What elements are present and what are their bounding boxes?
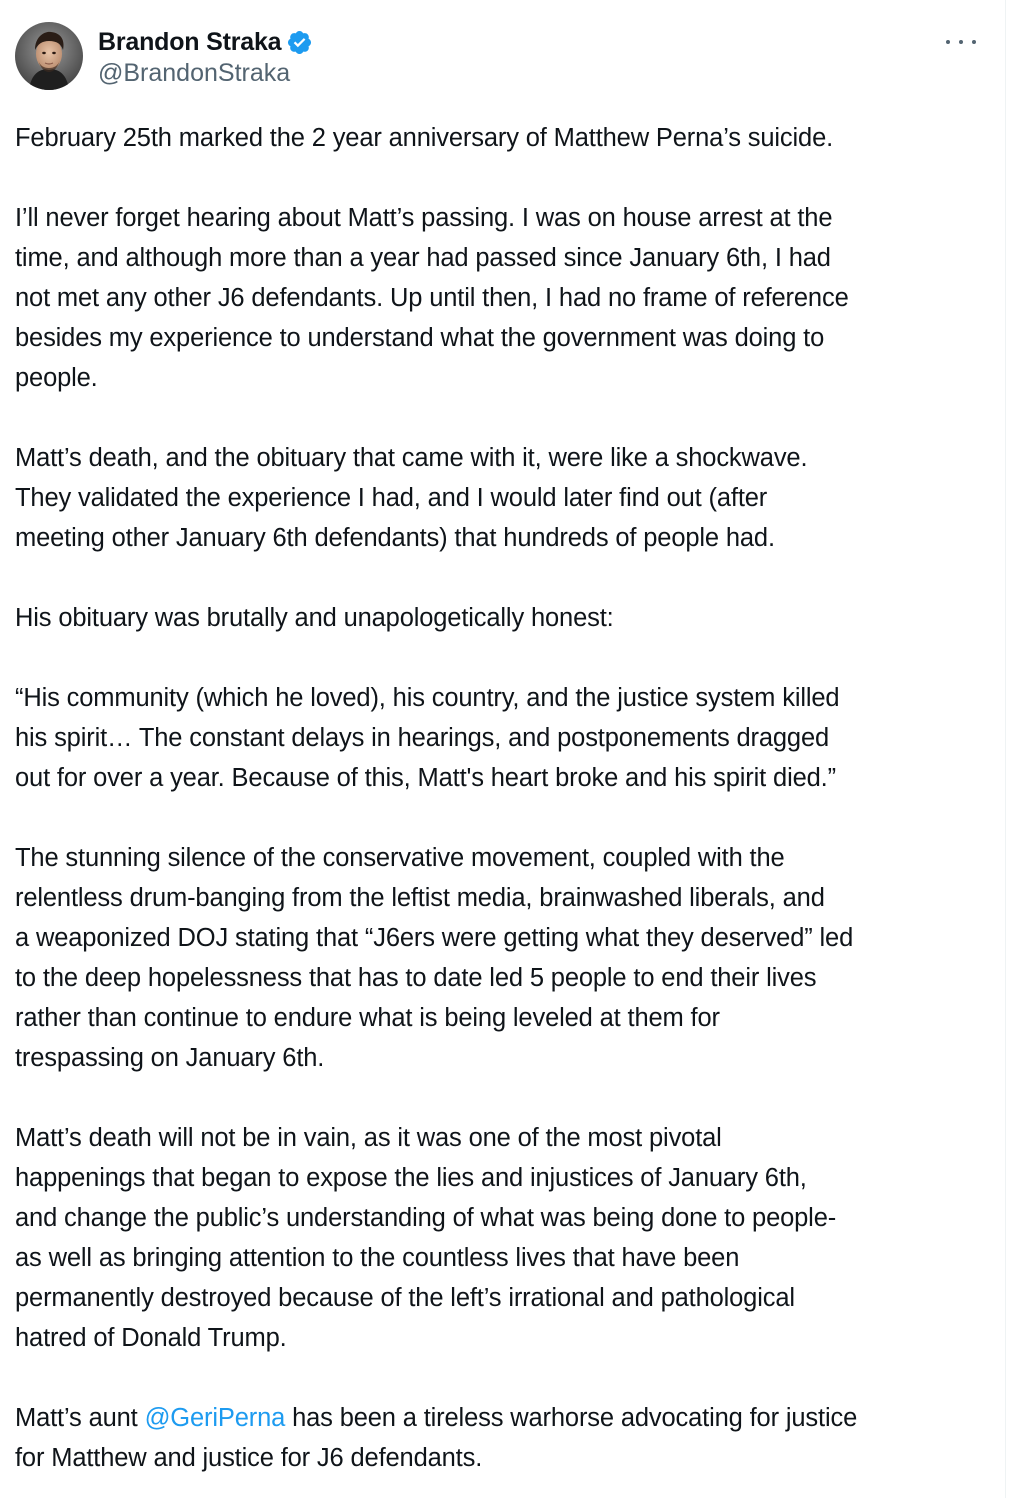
tweet-paragraph xyxy=(15,198,990,398)
tweet-line: people. xyxy=(15,364,98,392)
avatar[interactable] xyxy=(15,22,83,90)
more-dot xyxy=(972,40,976,44)
tweet-line: his spirit… The constant delays in hearings, and postponements dragged xyxy=(15,724,830,752)
author-display-name[interactable]: Brandon Straka xyxy=(98,27,282,56)
tweet-line: trespassing on January 6th. xyxy=(15,1044,325,1072)
tweet-text-segment: has been a tireless warhorse advocating for justice xyxy=(285,1404,858,1432)
tweet-line: They validated the experience I had, and I would later find out (after xyxy=(15,484,768,512)
tweet-paragraph xyxy=(15,678,990,798)
tweet-line: rather than continue to endure what is being leveled at them for xyxy=(15,1004,720,1032)
mention-link[interactable]: @GeriPerna xyxy=(144,1404,286,1432)
tweet-line: His obituary was brutally and unapologetically honest: xyxy=(15,604,614,632)
avatar-image xyxy=(15,22,83,90)
tweet-line: out for over a year. Because of this, Matt's heart broke and his spirit died.” xyxy=(15,764,836,792)
tweet-line: meeting other January 6th defendants) that hundreds of people had. xyxy=(15,524,775,552)
tweet-paragraph xyxy=(15,838,990,1078)
name-row xyxy=(98,26,313,58)
tweet-paragraph xyxy=(15,1398,990,1478)
tweet[interactable] xyxy=(15,22,990,1478)
tweet-line: besides my experience to understand what the government was doing to xyxy=(15,324,825,352)
tweet-line: not met any other J6 defendants. Up until then, I had no frame of reference xyxy=(15,284,849,312)
tweet-line: to the deep hopelessness that has to date led 5 people to end their lives xyxy=(15,964,817,992)
tweet-paragraph xyxy=(15,118,990,158)
tweet-line: permanently destroyed because of the left’s irrational and pathological xyxy=(15,1284,795,1312)
tweet-line: I’ll never forget hearing about Matt’s passing. I was on house arrest at the xyxy=(15,204,833,232)
verified-badge-icon[interactable] xyxy=(286,29,313,56)
tweet-paragraph xyxy=(15,1118,990,1358)
tweet-line: for Matthew and justice for J6 defendants. xyxy=(15,1444,483,1472)
tweet-line: The stunning silence of the conservative movement, coupled with the xyxy=(15,844,785,872)
tweet-text-segment: Matt’s aunt xyxy=(15,1404,145,1432)
tweet-paragraph xyxy=(15,438,990,558)
tweet-line: Matt’s death, and the obituary that came with it, were like a shockwave. xyxy=(15,444,808,472)
tweet-line: as well as bringing attention to the countless lives that have been xyxy=(15,1244,740,1272)
tweet-line: February 25th marked the 2 year anniversary of Matthew Perna’s suicide. xyxy=(15,124,834,152)
tweet-header xyxy=(15,22,990,94)
author-names xyxy=(98,26,313,88)
more-dots-icon[interactable] xyxy=(946,32,976,52)
tweet-text xyxy=(15,118,990,1478)
tweet-line: a weaponized DOJ stating that “J6ers were getting what they deserved” led xyxy=(15,924,854,952)
tweet-line: “His community (which he loved), his country, and the justice system killed xyxy=(15,684,840,712)
tweet-line: relentless drum-banging from the leftist media, brainwashed liberals, and xyxy=(15,884,825,912)
tweet-line: hatred of Donald Trump. xyxy=(15,1324,287,1352)
more-dot xyxy=(959,40,963,44)
tweet-line: and change the public’s understanding of what was being done to people- xyxy=(15,1204,837,1232)
tweet-line: happenings that began to expose the lies and injustices of January 6th, xyxy=(15,1164,807,1192)
tweet-line: Matt’s death will not be in vain, as it was one of the most pivotal xyxy=(15,1124,722,1152)
tweet-paragraph xyxy=(15,598,990,638)
tweet-line: time, and although more than a year had passed since January 6th, I had xyxy=(15,244,831,272)
more-dot xyxy=(946,40,950,44)
column-divider xyxy=(1005,0,1006,1498)
author-handle[interactable]: @BrandonStraka xyxy=(98,59,291,87)
